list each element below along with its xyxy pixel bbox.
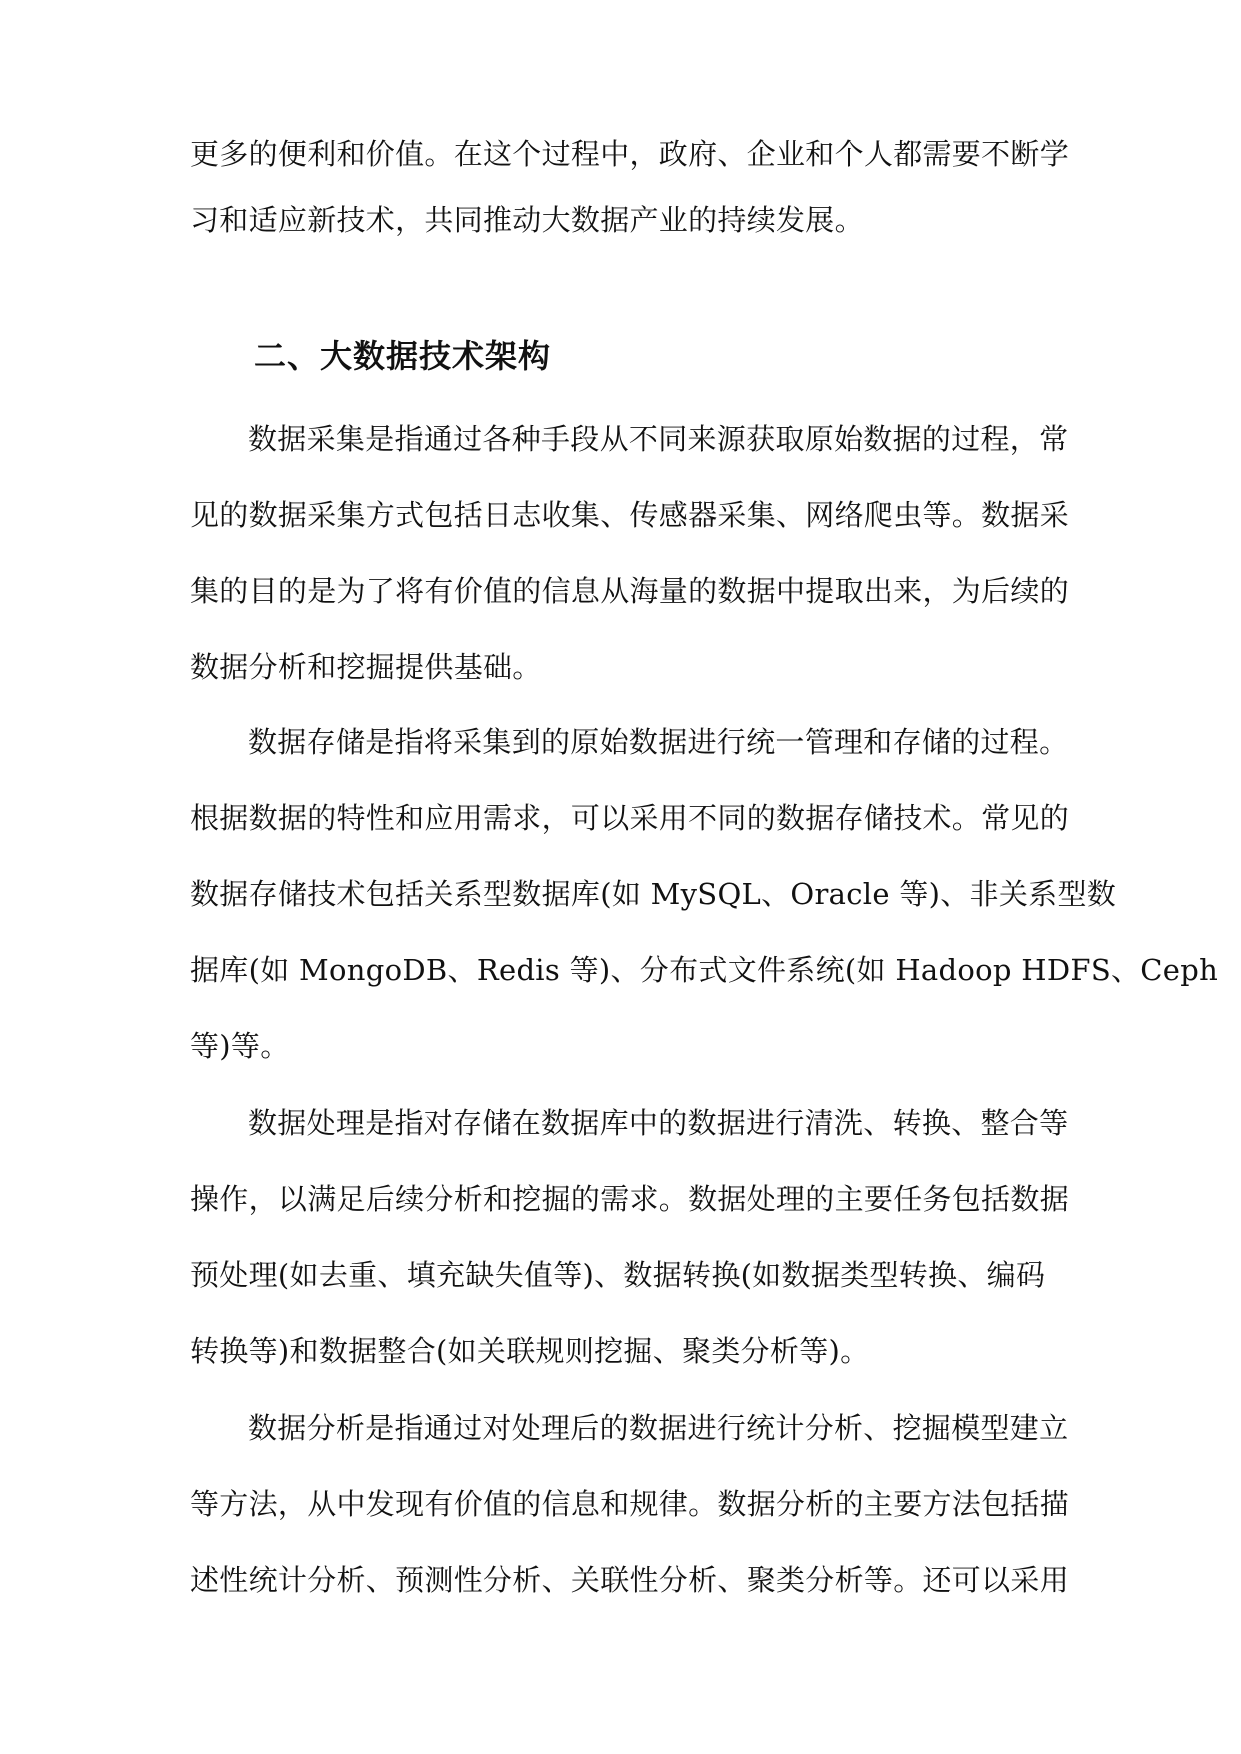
paragraph-line: 操作，以满足后续分析和挖掘的需求。数据处理的主要任务包括数据 <box>190 1182 1070 1216</box>
paragraph-line: 集的目的是为了将有价值的信息从海量的数据中提取出来，为后续的 <box>190 574 1070 608</box>
paragraph-line: 据库(如 MongoDB、Redis 等)、分布式文件系统(如 Hadoop HDFS、Ceph <box>190 953 1219 987</box>
intro-line: 更多的便利和价值。在这个过程中，政府、企业和个人都需要不断学 <box>190 137 1070 171</box>
paragraph-line: 数据存储技术包括关系型数据库(如 MySQL、Oracle 等)、非关系型数 <box>190 877 1117 911</box>
paragraph-line: 见的数据采集方式包括日志收集、传感器采集、网络爬虫等。数据采 <box>190 498 1070 532</box>
paragraph-line: 预处理(如去重、填充缺失值等)、数据转换(如数据类型转换、编码 <box>190 1258 1046 1292</box>
paragraph-line: 转换等)和数据整合(如关联规则挖掘、聚类分析等)。 <box>190 1334 870 1368</box>
paragraph-line: 等)等。 <box>190 1029 290 1063</box>
section-heading: 二、大数据技术架构 <box>254 337 552 375</box>
intro-line: 习和适应新技术，共同推动大数据产业的持续发展。 <box>190 203 864 237</box>
paragraph-line: 数据处理是指对存储在数据库中的数据进行清洗、转换、整合等 <box>248 1106 1069 1140</box>
paragraph-line: 述性统计分析、预测性分析、关联性分析、聚类分析等。还可以采用 <box>190 1563 1070 1597</box>
paragraph-line: 数据分析是指通过对处理后的数据进行统计分析、挖掘模型建立 <box>248 1411 1069 1445</box>
paragraph-line: 根据数据的特性和应用需求，可以采用不同的数据存储技术。常见的 <box>190 801 1070 835</box>
paragraph-line: 数据分析和挖掘提供基础。 <box>190 650 542 684</box>
paragraph-line: 等方法，从中发现有价值的信息和规律。数据分析的主要方法包括描 <box>190 1487 1070 1521</box>
paragraph-line: 数据存储是指将采集到的原始数据进行统一管理和存储的过程。 <box>248 725 1069 759</box>
paragraph-line: 数据采集是指通过各种手段从不同来源获取原始数据的过程，常 <box>248 422 1069 456</box>
